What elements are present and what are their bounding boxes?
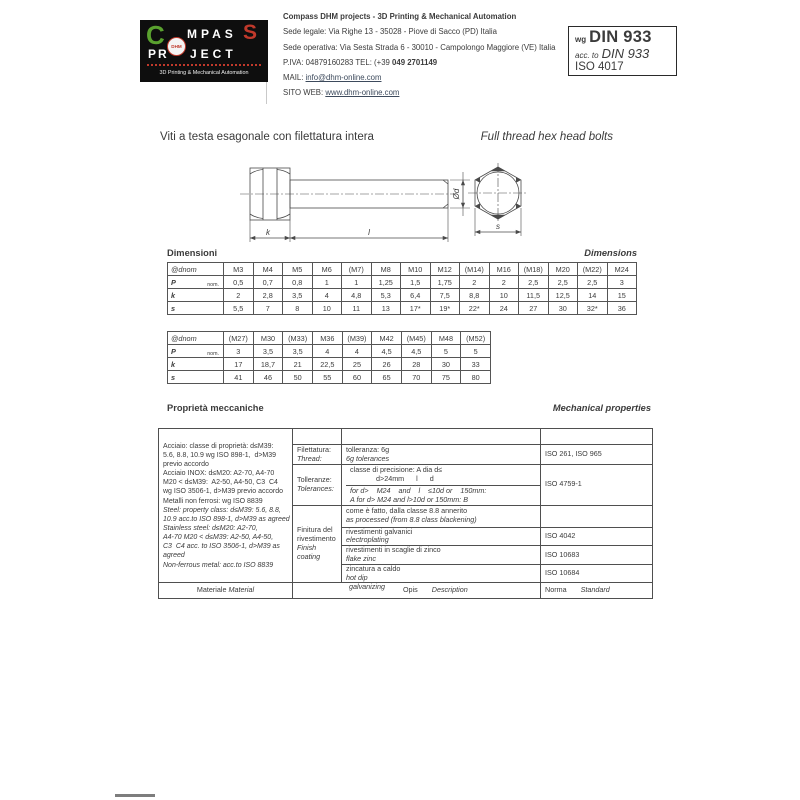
- norma-label: Norma: [545, 585, 567, 595]
- table-cell: 2,5: [519, 276, 549, 289]
- table-cell: 1,75: [430, 276, 460, 289]
- tolerances-sub2: [346, 486, 540, 505]
- table-cell: 46: [253, 371, 283, 384]
- table-cell: 17: [224, 358, 254, 371]
- finish-standard-cell: ISO 10683: [541, 546, 653, 565]
- material-text-line: Acciaio INOX: d≤M20: A2-70, A4-70: [163, 470, 275, 478]
- gear-s-icon: S: [243, 21, 258, 44]
- empty-cell: [293, 429, 342, 445]
- material-text-line: previo accordo: [163, 460, 209, 468]
- column-header: M48: [431, 332, 461, 345]
- table-cell: 5,5: [224, 302, 254, 315]
- table-cell: 30: [548, 302, 578, 315]
- finish-0-en: as processed (from 8.8 class blackening): [346, 515, 477, 525]
- table-cell: 3,5: [283, 345, 313, 358]
- din-line-2: [575, 46, 676, 61]
- column-header: (M7): [342, 263, 372, 276]
- empty-cell: [342, 429, 541, 445]
- material-footer-en: Material: [228, 585, 255, 595]
- mech-label-it: Proprietà meccaniche: [167, 403, 264, 413]
- finish-3-it: zincatura a caldo: [346, 564, 401, 573]
- table-cell: 0,8: [283, 276, 313, 289]
- tolerances-line-1: classe di precisione: A dia d≤: [350, 465, 443, 474]
- table-cell: 4: [342, 345, 372, 358]
- mail-line: [283, 73, 583, 83]
- din-933-title: DIN 933: [589, 28, 652, 46]
- row-header: s: [168, 371, 224, 384]
- table-cell: 50: [283, 371, 313, 384]
- table-cell: 11: [342, 302, 372, 315]
- column-header: (M45): [401, 332, 431, 345]
- table-cell: 2,5: [578, 276, 608, 289]
- finish-label-cell: [293, 505, 342, 583]
- table-cell: 4,5: [372, 345, 402, 358]
- table-cell: 14: [578, 289, 608, 302]
- company-logo: [140, 20, 268, 82]
- table-cell: 4,8: [342, 289, 372, 302]
- material-text-line: Non-ferrous metal: acc.to ISO 8839: [163, 561, 274, 569]
- table-cell: 2,5: [548, 276, 578, 289]
- table-cell: 55: [312, 371, 342, 384]
- column-header: (M14): [460, 263, 490, 276]
- table-cell: 30: [431, 358, 461, 371]
- legal-address: Sede legale: Via Righe 13 - 35028 - Piove di Sacco (PD) Italia: [283, 27, 497, 37]
- table-cell: 22*: [460, 302, 490, 315]
- tolerances-line-4: A for d> M24 and l>10d or 150mm: B: [350, 494, 468, 504]
- table-cell: 25: [342, 358, 372, 371]
- mechanical-properties-heading: [167, 403, 651, 413]
- material-text-line: Stainless steel: d≤M20: A2-70,: [163, 525, 258, 532]
- title-italian: Viti a testa esagonale con filettatura intera: [160, 131, 374, 143]
- table-cell: 0,7: [253, 276, 283, 289]
- standard-footer-cell: [541, 583, 653, 599]
- tolerances-value-cell: [342, 465, 541, 506]
- row-header: k: [168, 289, 224, 302]
- column-header: M5: [283, 263, 313, 276]
- table-cell: 19*: [430, 302, 460, 315]
- table-cell: 1,5: [401, 276, 431, 289]
- description-label: Description: [431, 585, 468, 595]
- operative-address: Sede operativa: Via Sesta Strada 6 - 30010 - Campolongo Maggiore (VE) Italia: [283, 42, 556, 52]
- column-header: M6: [312, 263, 342, 276]
- table-row: [168, 371, 491, 384]
- din-933-italic: DIN 933: [601, 46, 650, 61]
- table-cell: 5: [461, 345, 491, 358]
- table-cell: 4: [312, 289, 342, 302]
- din-line-1: [575, 28, 676, 46]
- dimensions-table-2: [167, 331, 491, 384]
- table-cell: 10: [312, 302, 342, 315]
- material-text-line: Steel: property class: d≤M39: 5.6, 8.8,: [163, 506, 281, 514]
- tolerances-label-cell: [293, 465, 342, 506]
- material-footer-it: Materiale: [196, 585, 227, 595]
- material-text-line: Acciaio: classe di proprietà: d≤M39:: [163, 442, 274, 450]
- table-cell: 22,5: [312, 358, 342, 371]
- web-line: [283, 88, 583, 98]
- column-header: (M33): [283, 332, 313, 345]
- table-cell: 6,4: [401, 289, 431, 302]
- table-cell: 2: [489, 276, 519, 289]
- page-title: [160, 131, 613, 143]
- material-text-line: 5.6, 8.8, 10.9 wg ISO 898-1, d>M39: [163, 451, 277, 459]
- material-cell: [159, 429, 293, 583]
- page-bottom-marker: [115, 794, 155, 797]
- table-cell: 12,5: [548, 289, 578, 302]
- table-cell: 24: [489, 302, 519, 315]
- table-cell: 1: [312, 276, 342, 289]
- wg-label: wg: [575, 35, 587, 44]
- standard-label: Standard: [580, 585, 610, 595]
- table-cell: 2: [224, 289, 254, 302]
- material-text-line: Metalli non ferrosi: wg ISO 8839: [163, 497, 263, 505]
- finish-1-it: rivestimenti galvanici: [346, 527, 413, 536]
- dimensions-label-en: Dimensions: [584, 248, 637, 258]
- thread-label-en: Thread:: [297, 453, 322, 463]
- mail-label: MAIL:: [283, 73, 306, 83]
- material-text-line: 10.9 acc.to ISO 898-1, d>M39 as agreed: [163, 515, 290, 523]
- thread-standard-cell: ISO 261, ISO 965: [541, 445, 653, 465]
- finish-standard-cell: [541, 505, 653, 527]
- table-cell: 28: [401, 358, 431, 371]
- finish-value-cell: [342, 505, 541, 527]
- table-cell: 3,5: [253, 345, 283, 358]
- tolerances-label-it: Tolleranze:: [297, 475, 332, 484]
- dhm-badge: DHM: [171, 44, 182, 49]
- table-cell: 75: [431, 371, 461, 384]
- table-cell: 1,25: [371, 276, 401, 289]
- dim-label-l: l: [368, 228, 370, 237]
- column-header: M24: [607, 263, 637, 276]
- description-footer-cell: [293, 583, 541, 599]
- table-cell: 60: [342, 371, 372, 384]
- gear-c-icon: C: [146, 20, 165, 50]
- dim-label-d: Ød: [452, 188, 461, 200]
- company-title: Compass DHM projects - 3D Printing & Mechanical Automation: [283, 12, 517, 21]
- column-header: (M52): [461, 332, 491, 345]
- table-cell: 26: [372, 358, 402, 371]
- row-header: s: [168, 302, 224, 315]
- company-contact-block: [283, 12, 583, 104]
- table-cell: 17*: [401, 302, 431, 315]
- row-header: P nom.: [168, 276, 224, 289]
- table-cell: 4,5: [401, 345, 431, 358]
- column-header: M8: [371, 263, 401, 276]
- material-text-line: C3 C4 acc. to ISO 3506-1, d>M39 as: [163, 543, 280, 551]
- material-text-line: A4-70 M20 < d≤M39: A2-50, A4-50,: [163, 534, 274, 542]
- column-header: (M39): [342, 332, 372, 345]
- title-english: Full thread hex head bolts: [480, 131, 613, 143]
- finish-label-en: Finish coating: [297, 542, 321, 561]
- table-cell: 5,3: [371, 289, 401, 302]
- finish-value-cell: [342, 527, 541, 546]
- logo-text-ject: JECT: [190, 47, 237, 61]
- logo-text-mpas: MPAS: [187, 27, 237, 41]
- table-cell: 10: [489, 289, 519, 302]
- galvanizing-overflow-text: galvanizing: [349, 582, 385, 592]
- row-header: @dnom: [168, 332, 224, 345]
- bolt-technical-drawing: [230, 158, 550, 250]
- column-header: (M27): [224, 332, 254, 345]
- table-row: [159, 583, 653, 599]
- table-cell: 65: [372, 371, 402, 384]
- table-cell: 7: [253, 302, 283, 315]
- material-text-line: M20 < d≤M39: A2-50, A4-50, C3 C4: [163, 479, 278, 487]
- column-header: M30: [253, 332, 283, 345]
- dimensions-label-it: Dimensioni: [167, 248, 218, 258]
- table-cell: 21: [283, 358, 313, 371]
- logo-dotted-divider: [147, 64, 261, 66]
- row-header: P nom.: [168, 345, 224, 358]
- table-cell: 1: [342, 276, 372, 289]
- column-header: (M22): [578, 263, 608, 276]
- row-header: @dnom: [168, 263, 224, 276]
- table-row: [159, 429, 653, 445]
- tolerances-line-3: for d> M24 and l ≤10d or 150mm:: [350, 486, 487, 495]
- material-text-line: agreed: [163, 552, 185, 560]
- table-cell: 33: [461, 358, 491, 371]
- gear-dhm-icon: [167, 37, 186, 56]
- thread-value-cell: [342, 445, 541, 465]
- thread-value-en: 6g tolerances: [346, 453, 390, 463]
- column-header: M12: [430, 263, 460, 276]
- material-footer-cell: [159, 583, 293, 599]
- column-header: M3: [224, 263, 254, 276]
- piva-tel-line: [283, 58, 583, 68]
- table-cell: 11,5: [519, 289, 549, 302]
- table-cell: 3: [607, 276, 637, 289]
- table-cell: 3,5: [283, 289, 313, 302]
- website-link[interactable]: www.dhm-online.com: [325, 88, 400, 98]
- column-header: (M18): [519, 263, 549, 276]
- thread-value-it: tolleranza: 6g: [346, 444, 390, 454]
- thread-label-cell: [293, 445, 342, 465]
- column-header: M36: [312, 332, 342, 345]
- table-cell: 18,7: [253, 358, 283, 371]
- table-row: [168, 358, 491, 371]
- table-cell: 5: [431, 345, 461, 358]
- finish-label-it-1: Finitura del: [297, 525, 333, 535]
- table-cell: 27: [519, 302, 549, 315]
- table-cell: 2: [460, 276, 490, 289]
- table-cell: 4: [312, 345, 342, 358]
- opis-label: Opis: [402, 585, 418, 595]
- standard-designation-box: [568, 26, 677, 76]
- column-header: M10: [401, 263, 431, 276]
- table-row: [168, 345, 491, 358]
- column-header: M20: [548, 263, 578, 276]
- table-cell: 8: [283, 302, 313, 315]
- finish-value-cell: [342, 564, 541, 583]
- finish-2-en: flake zinc: [346, 553, 376, 563]
- table-cell: 0,5: [224, 276, 254, 289]
- column-header: M4: [253, 263, 283, 276]
- table-cell: 13: [371, 302, 401, 315]
- iso-4017-label: ISO 4017: [575, 61, 624, 73]
- table-cell: 15: [607, 289, 637, 302]
- acc-to-label: acc. to: [575, 51, 599, 60]
- table-cell: 8,8: [460, 289, 490, 302]
- logo-text-pr: PR: [148, 47, 169, 61]
- finish-value-cell: [342, 546, 541, 565]
- tolerances-sub1: [346, 465, 540, 486]
- dimensions-table-1: [167, 262, 637, 315]
- table-row: [168, 289, 637, 302]
- tolerances-line-2: d>24mm l d: [376, 473, 434, 483]
- table-cell: 70: [401, 371, 431, 384]
- tolerances-label-en: Tolerances:: [297, 483, 334, 493]
- finish-label-it-2: rivestimento: [297, 534, 336, 544]
- finish-1-en: electroplating: [346, 535, 389, 545]
- phone-number: 049 2701149: [392, 57, 438, 67]
- mail-link[interactable]: info@dhm-online.com: [305, 73, 382, 83]
- mechanical-properties-table: [158, 428, 653, 599]
- piva-text: P.IVA: 04879160283 TEL: (+39: [283, 57, 393, 67]
- table-row: [168, 332, 491, 345]
- column-header: M42: [372, 332, 402, 345]
- table-cell: 7,5: [430, 289, 460, 302]
- table-cell: 3: [224, 345, 254, 358]
- mech-label-en: Mechanical properties: [552, 403, 651, 413]
- tolerances-standard-cell: ISO 4759-1: [541, 465, 653, 506]
- dimensions-heading: [167, 248, 637, 258]
- table-cell: 80: [461, 371, 491, 384]
- empty-cell: [541, 429, 653, 445]
- table-row: [168, 302, 637, 315]
- logo-caption: 3D Printing & Mechanical Automation: [159, 70, 249, 76]
- table-row: [168, 276, 637, 289]
- table-cell: 36: [607, 302, 637, 315]
- table-cell: 41: [224, 371, 254, 384]
- finish-2-it: rivestimenti in scaglie di zinco: [346, 545, 441, 555]
- column-header: M16: [489, 263, 519, 276]
- web-label: SITO WEB:: [283, 88, 326, 98]
- dim-label-k: k: [266, 228, 270, 237]
- finish-standard-cell: ISO 4042: [541, 527, 653, 546]
- dim-label-s: s: [496, 222, 500, 231]
- finish-standard-cell: ISO 10684: [541, 564, 653, 583]
- row-header: k: [168, 358, 224, 371]
- table-row: [168, 263, 637, 276]
- table-cell: 32*: [578, 302, 608, 315]
- thread-label-it: Filettatura:: [297, 444, 331, 454]
- material-text-line: wg ISO 3506-1, d>M39 previo accordo: [163, 488, 284, 496]
- finish-0-it: come è fatto, dalla classe 8.8 annerito: [346, 506, 468, 516]
- finish-3-en: hot dip: [346, 572, 368, 582]
- table-cell: 2,8: [253, 289, 283, 302]
